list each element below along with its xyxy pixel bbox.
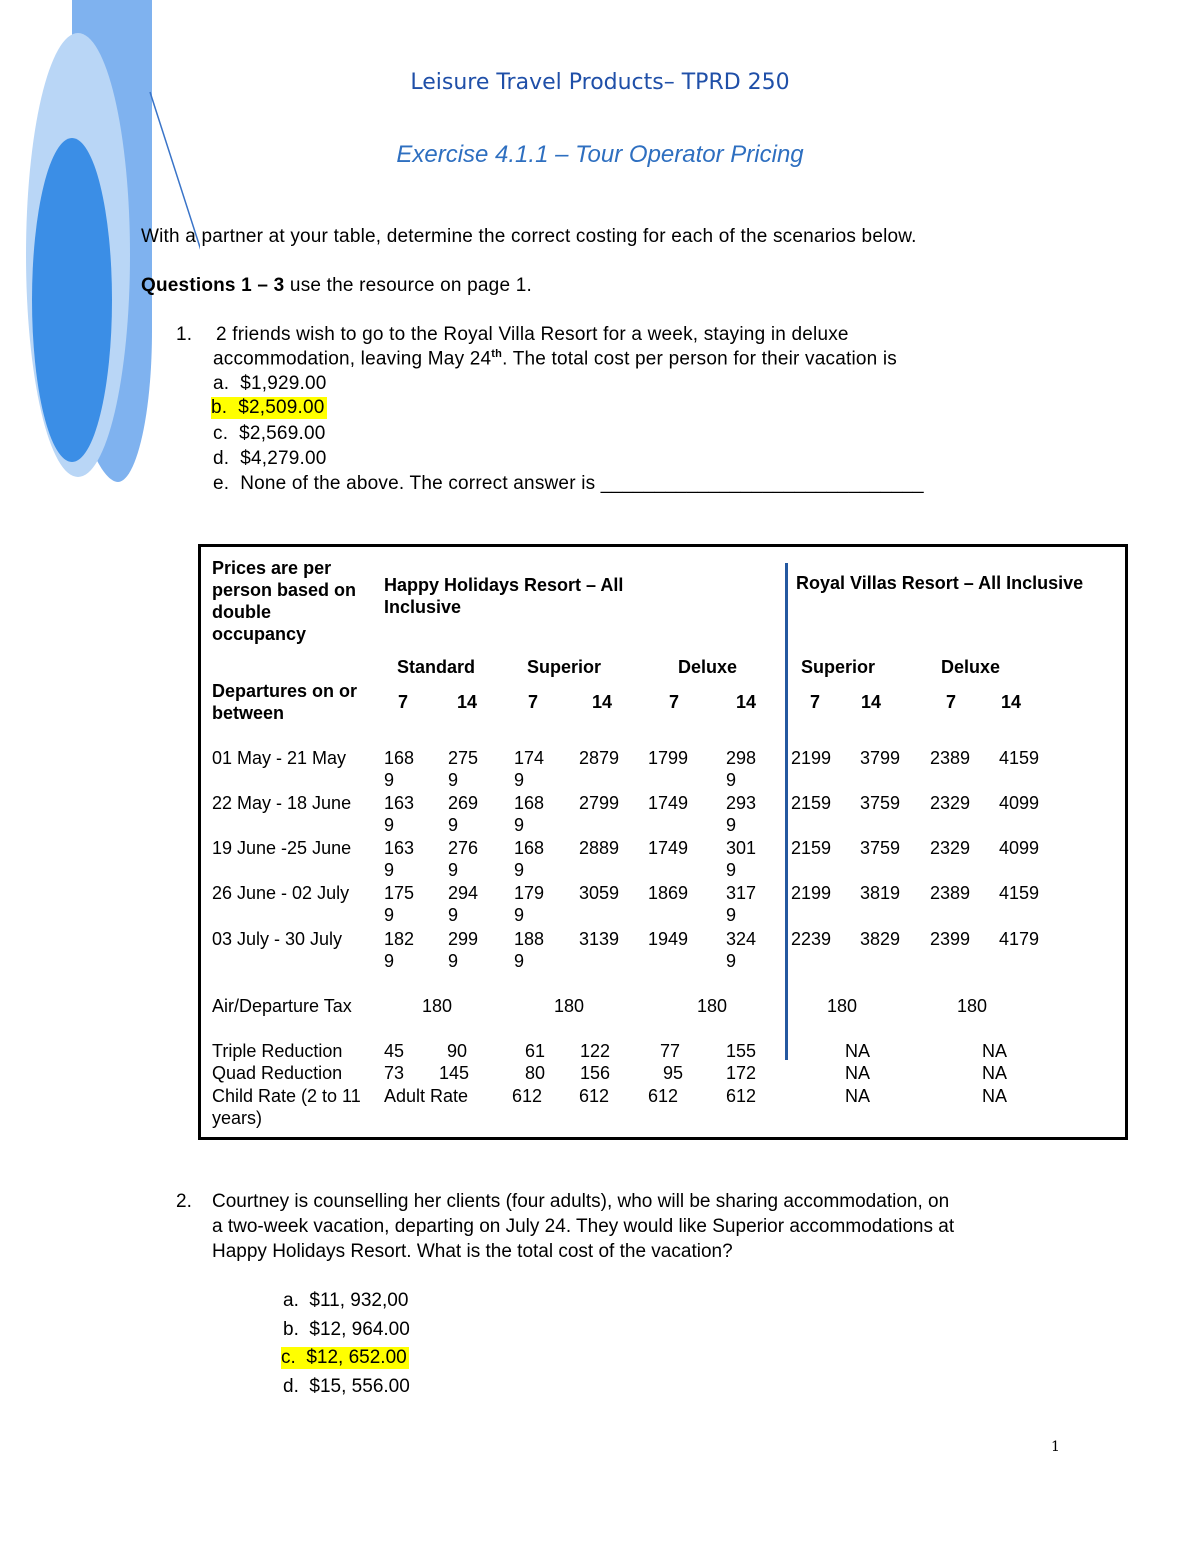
price-cell: 2759 <box>448 748 479 790</box>
price-cell: 2889 <box>579 838 620 858</box>
price-cell: 2329 <box>930 838 971 858</box>
q1-option-c <box>213 423 325 445</box>
q2-option-d <box>283 1376 410 1398</box>
option-letter: d. <box>283 1376 299 1397</box>
price-cell: 2329 <box>930 793 971 813</box>
quad-reduction-na: NA <box>845 1063 871 1083</box>
option-text: $2,569.00 <box>239 423 326 444</box>
child-rate-value: 612 <box>512 1086 543 1106</box>
option-letter: c. <box>213 423 229 444</box>
room-type-header: Standard <box>397 657 476 677</box>
q1-line2-sup: th <box>491 348 503 360</box>
child-rate-standard: Adult Rate <box>384 1086 469 1106</box>
price-cell: 2989 <box>726 748 757 790</box>
price-cell: 1639 <box>384 838 415 880</box>
option-text: $2,509.00 <box>238 397 325 418</box>
nights-header: 14 <box>1001 692 1022 712</box>
option-text: $12, 964.00 <box>309 1319 410 1340</box>
q2-number: 2. <box>176 1191 192 1212</box>
price-cell: 1749 <box>648 793 689 813</box>
price-cell: 2769 <box>448 838 479 880</box>
price-cell: 2939 <box>726 793 757 835</box>
q1-line2-post: . The total cost per person for their vacation is <box>502 348 897 370</box>
q1-line2 <box>213 348 897 370</box>
option-letter: c. <box>281 1347 296 1368</box>
option-letter: b. <box>283 1319 299 1340</box>
q1-line2-text: accommodation, leaving May 24 <box>213 348 492 370</box>
price-cell: 4159 <box>999 748 1040 768</box>
price-cell: 3759 <box>860 793 901 813</box>
price-cell: 3759 <box>860 838 901 858</box>
nights-header: 7 <box>810 692 821 712</box>
price-cell: 1689 <box>514 793 545 835</box>
q2-line3: Happy Holidays Resort. What is the total cost of the vacation? <box>212 1241 733 1262</box>
option-letter: e. <box>213 473 230 494</box>
q1-option-b-highlighted <box>211 397 327 419</box>
child-rate-na: NA <box>845 1086 871 1106</box>
q2-option-c-highlighted <box>281 1347 409 1369</box>
price-cell: 4099 <box>999 793 1040 813</box>
quad-reduction-value: 73 <box>384 1063 405 1083</box>
quad-reduction-label: Quad Reduction <box>212 1063 343 1083</box>
nights-header: 7 <box>946 692 957 712</box>
table-corner-label: Prices are per person based on double occupancy <box>212 558 357 644</box>
price-cell: 2239 <box>791 929 832 949</box>
price-cell: 3059 <box>579 883 620 903</box>
option-letter: a. <box>213 373 230 394</box>
questions-intro-rest: use the resource on page 1. <box>284 275 532 296</box>
price-cell: 2389 <box>930 748 971 768</box>
triple-reduction-value: 77 <box>660 1041 681 1061</box>
price-cell: 2699 <box>448 793 479 835</box>
triple-reduction-value: 90 <box>447 1041 468 1061</box>
option-text: $15, 556.00 <box>309 1376 410 1397</box>
intro-text: With a partner at your table, determine the correct costing for each of the scenarios below. <box>141 226 917 247</box>
q2-option-b <box>283 1319 410 1341</box>
exercise-subtitle: Exercise 4.1.1 – Tour Operator Pricing <box>396 141 804 168</box>
questions-intro-bold: Questions 1 – 3 <box>141 275 285 296</box>
quad-reduction-value: 95 <box>663 1063 684 1083</box>
q1-number: 1. <box>176 324 193 345</box>
price-cell: 2999 <box>448 929 479 971</box>
nights-header: 7 <box>528 692 539 712</box>
price-cell: 3819 <box>860 883 901 903</box>
quad-reduction-value: 156 <box>580 1063 611 1083</box>
price-cell: 2159 <box>791 838 832 858</box>
price-cell: 1869 <box>648 883 689 903</box>
q2-line2: a two-week vacation, departing on July 24. They would like Superior accommodations at <box>212 1216 955 1237</box>
nights-header: 14 <box>592 692 613 712</box>
child-rate-value: 612 <box>726 1086 757 1106</box>
air-tax-value: 180 <box>554 996 585 1016</box>
quad-reduction-value: 80 <box>525 1063 546 1083</box>
room-type-header: Deluxe <box>941 657 1001 677</box>
option-text: None of the above. The correct answer is ______________________________ <box>240 473 924 494</box>
nights-header: 14 <box>861 692 882 712</box>
child-rate-value: 612 <box>579 1086 610 1106</box>
air-tax-value: 180 <box>697 996 728 1016</box>
departure-date-range: 01 May - 21 May <box>212 748 347 768</box>
price-cell: 3179 <box>726 883 757 925</box>
option-letter: d. <box>213 448 230 469</box>
price-cell: 1829 <box>384 929 415 971</box>
q1-option-a <box>213 373 327 395</box>
option-text: $1,929.00 <box>240 373 327 394</box>
price-cell: 1749 <box>514 748 545 790</box>
child-rate-label: Child Rate (2 to 11 years) <box>212 1086 361 1128</box>
child-rate-na: NA <box>982 1086 1008 1106</box>
price-cell: 3019 <box>726 838 757 880</box>
triple-reduction-value: 155 <box>726 1041 757 1061</box>
air-tax-value: 180 <box>422 996 453 1016</box>
q1-option-e <box>213 473 924 495</box>
q2-line1: Courtney is counselling her clients (four adults), who will be sharing accommodation, on <box>212 1191 950 1212</box>
price-cell: 1799 <box>648 748 689 768</box>
price-cell: 2399 <box>930 929 971 949</box>
document-title: Leisure Travel Products– TPRD 250 <box>410 70 790 95</box>
price-cell: 4099 <box>999 838 1040 858</box>
price-cell: 2389 <box>930 883 971 903</box>
nights-header: 7 <box>669 692 680 712</box>
nights-header: 7 <box>398 692 409 712</box>
air-tax-value: 180 <box>827 996 858 1016</box>
price-cell: 2879 <box>579 748 620 768</box>
quad-reduction-value: 145 <box>439 1063 470 1083</box>
resort-column-divider <box>785 563 788 1060</box>
triple-reduction-label: Triple Reduction <box>212 1041 343 1061</box>
price-cell: 3249 <box>726 929 757 971</box>
option-text: $12, 652.00 <box>306 1347 407 1368</box>
triple-reduction-value: 122 <box>580 1041 611 1061</box>
price-cell: 1689 <box>514 838 545 880</box>
price-cell: 1949 <box>648 929 689 949</box>
resort1-header: Happy Holidays Resort – All Inclusive <box>384 575 624 617</box>
quad-reduction-na: NA <box>982 1063 1008 1083</box>
air-tax-value: 180 <box>957 996 988 1016</box>
resort2-header: Royal Villas Resort – All Inclusive <box>796 573 1084 593</box>
child-rate-value: 612 <box>648 1086 679 1106</box>
price-cell: 2799 <box>579 793 620 813</box>
triple-reduction-na: NA <box>845 1041 871 1061</box>
price-cell: 1759 <box>384 883 415 925</box>
option-letter: b. <box>211 397 228 418</box>
room-type-header: Superior <box>801 657 876 677</box>
triple-reduction-value: 61 <box>525 1041 546 1061</box>
price-cell: 2159 <box>791 793 832 813</box>
price-cell: 4179 <box>999 929 1040 949</box>
room-type-header: Deluxe <box>678 657 738 677</box>
q1-option-d <box>213 448 327 470</box>
option-letter: a. <box>283 1290 299 1311</box>
questions-intro <box>141 275 532 297</box>
q2-option-a <box>283 1290 408 1312</box>
departure-date-range: 19 June -25 June <box>212 838 352 858</box>
price-cell: 3139 <box>579 929 620 949</box>
air-tax-label: Air/Departure Tax <box>212 996 352 1016</box>
quad-reduction-value: 172 <box>726 1063 757 1083</box>
option-text: $11, 932,00 <box>309 1290 409 1311</box>
price-cell: 2199 <box>791 748 832 768</box>
room-type-header: Superior <box>527 657 602 677</box>
departure-date-range: 22 May - 18 June <box>212 793 352 813</box>
q1-line1: 2 friends wish to go to the Royal Villa Resort for a week, staying in deluxe <box>216 324 849 345</box>
price-cell: 4159 <box>999 883 1040 903</box>
price-cell: 3829 <box>860 929 901 949</box>
departure-date-range: 03 July - 30 July <box>212 929 343 949</box>
departures-label: Departures on or between <box>212 681 358 723</box>
price-cell: 1749 <box>648 838 689 858</box>
price-cell: 1889 <box>514 929 545 971</box>
nights-header: 14 <box>736 692 757 712</box>
option-text: $4,279.00 <box>240 448 327 469</box>
departure-date-range: 26 June - 02 July <box>212 883 350 903</box>
price-cell: 1639 <box>384 793 415 835</box>
page-number: 1 <box>1051 1439 1060 1455</box>
price-cell: 1799 <box>514 883 545 925</box>
price-cell: 2199 <box>791 883 832 903</box>
price-cell: 3799 <box>860 748 901 768</box>
price-cell: 1689 <box>384 748 415 790</box>
nights-header: 14 <box>457 692 478 712</box>
triple-reduction-na: NA <box>982 1041 1008 1061</box>
price-cell: 2949 <box>448 883 479 925</box>
triple-reduction-value: 45 <box>384 1041 405 1061</box>
